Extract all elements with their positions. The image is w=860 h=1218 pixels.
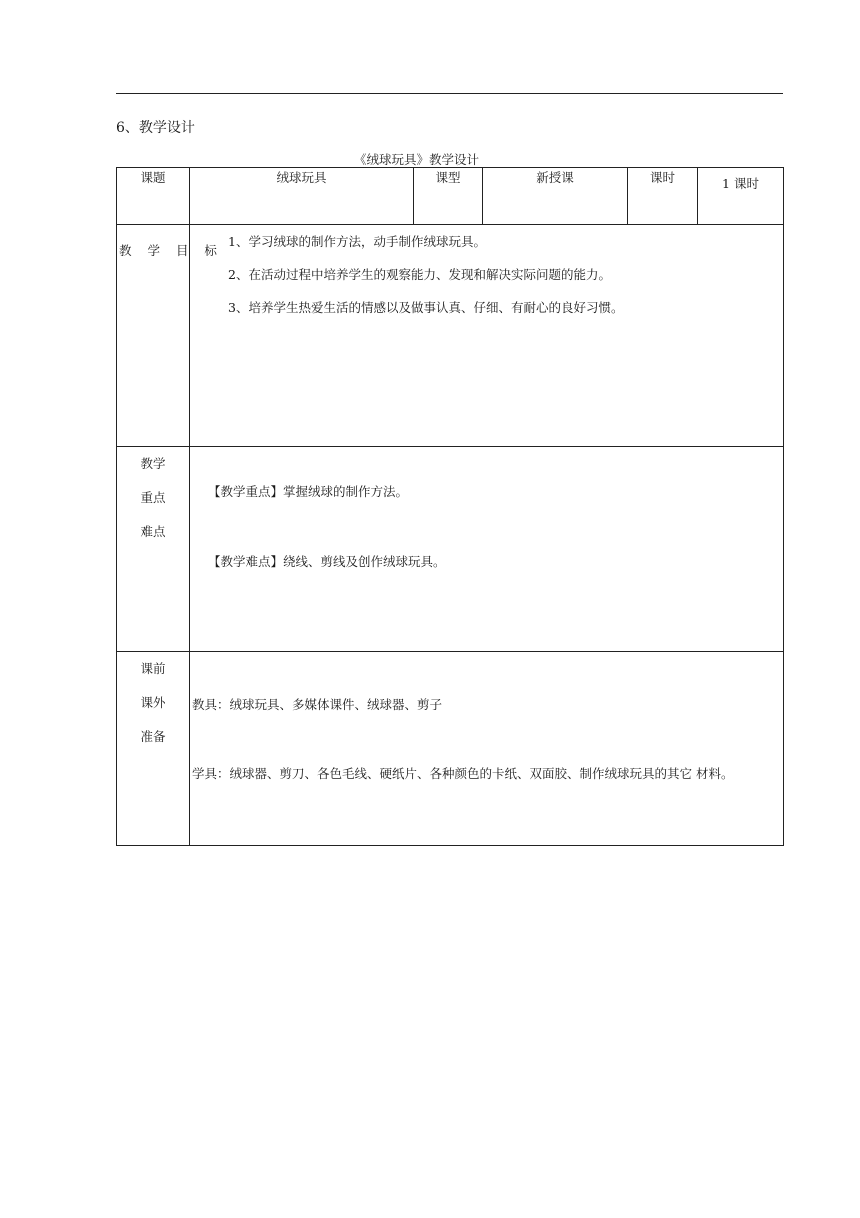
header-rule — [116, 93, 783, 94]
key-points-row — [117, 447, 784, 652]
type-label: 课型 — [414, 168, 483, 225]
label-line: 教学 — [140, 456, 166, 471]
section-heading: 6、教学设计 — [116, 120, 195, 136]
preparation-content — [190, 652, 784, 846]
preparation-label — [117, 652, 190, 846]
header-row — [117, 168, 784, 225]
key-points-content — [190, 447, 784, 652]
teaching-difficulty: 【教学难点】绕线、剪线及创作绒球玩具。 — [208, 554, 446, 569]
teaching-focus: 【教学重点】掌握绒球的制作方法。 — [208, 484, 409, 499]
label-line: 课外 — [140, 695, 166, 710]
table-caption: 《绒球玩具》教学设计 — [354, 152, 480, 167]
goals-label: 教 学 目 标 — [117, 225, 190, 447]
label-line: 重点 — [140, 490, 166, 505]
student-tools: 学具：绒球器、剪刀、各色毛线、硬纸片、各种颜色的卡纸、双面胶、制作绒球玩具的其它 材料。 — [192, 766, 734, 781]
hours-value: 1 课时 — [698, 168, 784, 225]
label-line: 课前 — [140, 661, 166, 676]
topic-value: 绒球玩具 — [190, 168, 414, 225]
goal-item: 2、在活动过程中培养学生的观察能力、发现和解决实际问题的能力。 — [228, 267, 611, 282]
goal-item: 1、学习绒球的制作方法，动手制作绒球玩具。 — [228, 234, 486, 249]
type-value: 新授课 — [483, 168, 628, 225]
lesson-plan-table — [116, 167, 784, 846]
topic-label: 课题 — [117, 168, 190, 225]
label-line: 难点 — [140, 524, 166, 539]
goals-row — [117, 225, 784, 447]
label-line: 准备 — [140, 729, 166, 744]
goal-item: 3、培养学生热爱生活的情感以及做事认真、仔细、有耐心的良好习惯。 — [228, 300, 624, 315]
preparation-row — [117, 652, 784, 846]
goals-content — [190, 225, 784, 447]
key-points-label — [117, 447, 190, 652]
teacher-tools: 教具：绒球玩具、多媒体课件、绒球器、剪子 — [192, 697, 443, 712]
hours-label: 课时 — [628, 168, 698, 225]
